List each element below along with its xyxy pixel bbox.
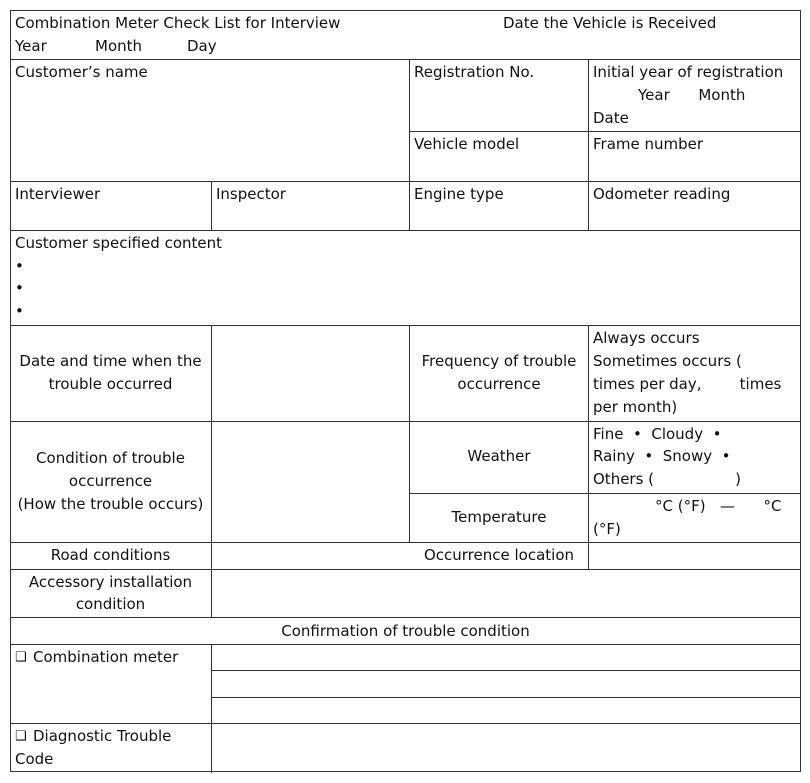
accessory-label-2: condition (75, 595, 146, 613)
rule-vehicle-model (409, 131, 800, 132)
combination-meter-checkbox[interactable]: ❑ (15, 650, 27, 665)
odometer-reading-label: Odometer reading (593, 185, 731, 203)
rule-cm-line1 (211, 670, 800, 671)
weather-label: Weather (467, 447, 531, 465)
weather-options-1: Fine • Cloudy • (593, 425, 722, 443)
initial-year-month-label: Year Month (638, 86, 746, 104)
condition-label-2: occurrence (68, 472, 153, 490)
rule-condition (11, 421, 800, 422)
inspector-label: Inspector (216, 185, 286, 203)
rule-trouble-date (11, 325, 800, 326)
road-conditions-label: Road conditions (50, 546, 171, 564)
confirmation-heading: Confirmation of trouble condition (281, 622, 530, 640)
weather-options-2: Rainy • Snowy • (593, 447, 731, 465)
rule-header (11, 59, 800, 60)
customer-name-label: Customer’s name (15, 63, 148, 81)
dtc-checkbox[interactable]: ❑ (15, 729, 27, 744)
dtc-label-1: Diagnostic Trouble (33, 727, 172, 745)
temperature-range: °C (°F) — °C (655, 497, 782, 515)
col-divider-reg (409, 59, 410, 181)
frequency-times-per-day: times per day, times (593, 375, 782, 393)
customer-content-bullet-1: • (15, 257, 24, 275)
col-divider-confirmation (211, 644, 212, 773)
col-divider-engine (409, 181, 410, 230)
header-month-label: Month (95, 37, 143, 55)
initial-year-label: Initial year of registration (593, 63, 784, 81)
frequency-always: Always occurs (593, 329, 700, 347)
frequency-sometimes: Sometimes occurs ( (593, 352, 742, 370)
rule-customer-content (11, 230, 800, 231)
rule-interviewer (11, 181, 800, 182)
frame-number-label: Frame number (593, 135, 704, 153)
condition-label-1: Condition of trouble (36, 449, 185, 467)
rule-dtc (11, 723, 800, 724)
col-divider-odometer (588, 181, 589, 230)
header-year-label: Year (15, 37, 47, 55)
trouble-date-label-1: Date and time when the (19, 352, 202, 370)
combination-meter-label: Combination meter (33, 648, 179, 666)
form-title: Combination Meter Check List for Interview (15, 14, 341, 32)
rule-cm-line2 (211, 697, 800, 698)
rule-accessory (11, 569, 800, 570)
col-divider-initial (588, 59, 589, 181)
col-divider-trouble-a (211, 325, 212, 569)
trouble-date-label-2: trouble occurred (48, 375, 173, 393)
temperature-unit: (°F) (593, 520, 621, 538)
temperature-label: Temperature (451, 508, 547, 526)
engine-type-label: Engine type (414, 185, 504, 203)
frequency-label-1: Frequency of trouble (421, 352, 577, 370)
weather-others: Others ( ) (593, 470, 741, 488)
customer-content-bullet-2: • (15, 279, 24, 297)
customer-content-bullet-3: • (15, 302, 24, 320)
interviewer-label: Interviewer (15, 185, 101, 203)
header-day-label: Day (187, 37, 217, 55)
frequency-per-month: per month) (593, 398, 678, 416)
initial-date-label: Date (593, 109, 629, 127)
col-divider-accessory (211, 569, 212, 617)
rule-confirmation (11, 617, 800, 618)
col-divider-location (588, 542, 589, 569)
accessory-label-1: Accessory installation (28, 573, 193, 591)
frequency-label-2: occurrence (457, 375, 541, 393)
date-received-label: Date the Vehicle is Received (503, 14, 717, 32)
rule-road (11, 542, 800, 543)
col-divider-inspector (211, 181, 212, 230)
col-divider-trouble-c (588, 325, 589, 542)
vehicle-model-label: Vehicle model (414, 135, 520, 153)
customer-content-label: Customer specified content (15, 234, 223, 252)
condition-label-3: (How the trouble occurs) (17, 495, 204, 513)
rule-temperature (409, 493, 800, 494)
rule-combination (11, 644, 800, 645)
registration-no-label: Registration No. (414, 63, 535, 81)
dtc-label-2: Code (15, 750, 54, 768)
occurrence-location-label: Occurrence location (423, 546, 575, 564)
